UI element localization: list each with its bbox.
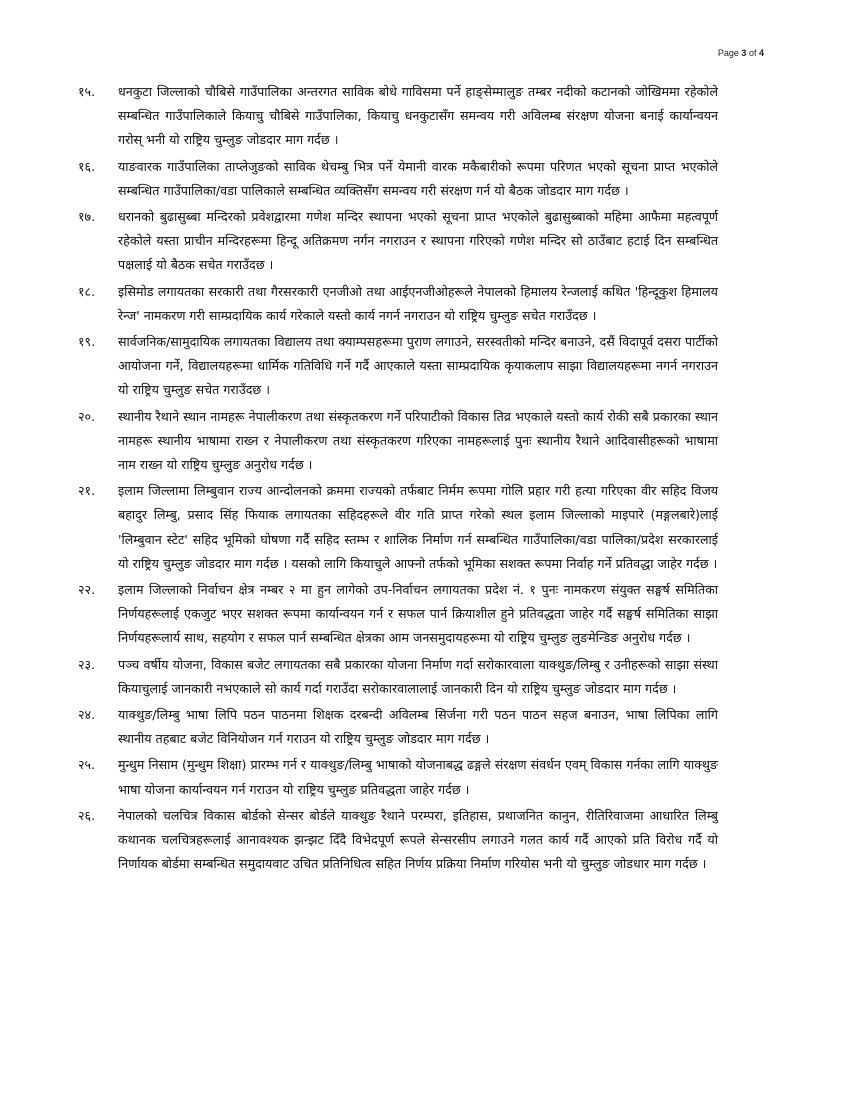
item-number: १७. [78,209,96,225]
list-item [78,330,718,403]
list-item [78,653,718,701]
item-text: इलाम जिल्लाको निर्वाचन क्षेत्र नम्बर २ मा हुन लागेको उप-निर्वाचन लगायतका प्रदेश नं. १ पुनः नामकरण संयुक्त सङ्घर्ष समितिका निर्णयहरूलाई एकजुट भएर सशक्त रूपमा कार्यान्वयन गर्न र सफल पार्न क्रियाशील हुने प्रतिवद्धता जाहेर गर्दै सङ्घर्ष समितिका साझा निर्णयहरूलार्य साथ, सहयोग र सफल पार्न सम्बन्धित क्षेत्रका आम जनसमुदायहरूमा यो राष्ट्रिय चुम्लुङ लुङमेन्डिङ अनुरोध गर्दछ । [118,582,718,646]
item-number: २२. [78,582,96,598]
item-number: २४. [78,707,96,723]
list-item [78,205,718,278]
item-number: २५. [78,757,96,773]
page-total: 4 [758,48,764,58]
item-number: १५. [78,84,96,99]
item-number: १८. [78,283,96,299]
item-number: १६. [78,158,96,174]
item-text: इसिमोड लगायतका सरकारी तथा गैरसरकारी एनजीओ तथा आईएनजीओहरूले नेपालको हिमालय रेन्जलाई कथित 'हिन्दूकुश हिमालय रेन्ज' नामकरण गरी साम्प्रदायिक कार्य गरेकाले यस्तो कार्य नगर्न नगराउन यो राष्ट्रिय चुम्लुङ सचेत गराउँदछ । [118,283,718,323]
page-label: Page [717,48,739,58]
item-number: २६. [78,807,96,823]
item-text: याक्थुङ/लिम्बु भाषा लिपि पठन पाठनमा शिक्षक दरबन्दी अविलम्ब सिर्जना गरी पठन पाठन सहज बनाउन, भाषा लिपिका लागि स्थानीय तहबाट बजेट विनियोजन गर्न गराउन यो राष्ट्रिय चुम्लुङ जोडदार माग गर्दछ । [118,707,718,747]
item-number: १९. [78,334,96,350]
list-item [78,703,718,751]
item-text: इलाम जिल्लामा लिम्बुवान राज्य आन्दोलनको क्रममा राज्यको तर्फबाट निर्मम रूपमा गोलि प्रहार गरी हत्या गरिएका वीर सहिद विजय बहादुर लिम्बु, प्रसाद सिंह फियाक लगायतका सहिदहरूले वीर गति प्राप्त गरेको स्थल इलाम जिल्लाको माइपारे (मङ्गलबारे)लाई 'लिम्बुवान स्टेट' सहिद भूमिको घोषणा गर्दै सहिद स्तम्भ र शालिक निर्माण गर्न सम्बन्धित गाउँपालिका/वडा पालिका/प्रदेश सरकारलाई यो राष्ट्रिय चुम्लुङ जोडदार माग गर्दछ । यसको लागि कियाचुले आफ्नो तर्फको भूमिका सशक्त रूपमा निर्वाह गर्ने प्रतिवद्धा जाहेर गर्दछ । [118,483,718,571]
item-text: धनकुटा जिल्लाको चौबिसे गाउँपालिका अन्तरगत साविक बोधे गाविसमा पर्ने हाङ्सेम्मालुङ तम्बर नदीको कटानको जोखिममा रहेकोले सम्बन्धित गाउँपालिकाले कियाचु चौबिसे गाउँपालिका, कियाचु धनकुटासँग समन्वय गरी अविलम्ब संरक्षण योजना बनाई कार्यान्वयन गरोस् भनी यो राष्ट्रिय चुम्लुङ जोडदार माग गर्दछ । [118,84,718,148]
item-text: सार्वजनिक/सामुदायिक लगायतका विद्यालय तथा क्याम्पसहरूमा पुराण लगाउने, सरस्वतीको मन्दिर बनाउने, दसैं विदापूर्व दसरा पार्टीको आयोजना गर्ने, विद्यालयहरूमा धार्मिक गतिविधि गर्ने गर्दै आएकाले यस्ता साम्प्रदायिक कृयाकलाप साझा विद्यालयहरूमा नगर्न नगराउन यो राष्ट्रिय चुम्लुङ सचेत गराउँदछ । [118,334,718,398]
list-item [78,280,718,328]
page-of: of [748,48,757,58]
item-text: मुन्धुम निसाम (मुन्धुम शिक्षा) प्रारम्भ गर्न र याक्थुङ/लिम्बु भाषाको योजनाबद्ध ढङ्गले संरक्षण संवर्धन एवम् विकास गर्नका लागि याक्थुङ भाषा योजना कार्यान्वयन गर्न गराउन यो राष्ट्रिय चुम्लुङ प्रतिवद्धता जाहेर गर्दछ । [118,757,718,797]
item-number: २०. [78,408,96,424]
list-item [78,804,718,877]
list-item [78,753,718,801]
item-text: धरानको बुढासुब्बा मन्दिरको प्रवेशद्वारमा गणेश मन्दिर स्थापना भएको सूचना प्राप्त भएकोले बुढासुब्बाको महिमा आफैमा महत्वपूर्ण रहेकोले यस्ता प्राचीन मन्दिरहरूमा हिन्दू अतिक्रमण नर्गन नगराउन र स्थापना गरिएको गणेश मन्दिर सो ठाउँबाट हटाई दिन सम्बन्धित पक्षलाई यो बैठक सचेत गराउँदछ । [118,209,718,273]
page-number [718,48,764,58]
list-item [78,80,718,153]
list-item [78,155,718,203]
item-text: स्थानीय रैथाने स्थान नामहरू नेपालीकरण तथा संस्कृतकरण गर्ने परिपाटीको विकास तिव्र भएकाले यस्तो कार्य रोकी सबै प्रकारका स्थान नामहरू स्थानीय भाषामा राख्न र नेपालीकरण तथा संस्कृतकरण गरिएका नामहरूलाई पुनः स्थानीय रैथाने आदिवासीहरूको भाषामा नाम राख्न यो राष्ट्रिय चुम्लुङ अनुरोध गर्दछ । [118,408,718,473]
list-item [78,578,718,651]
item-number: २३. [78,656,96,672]
list-item [78,405,718,478]
page-current: 3 [741,48,747,58]
item-number: २१. [78,483,96,499]
item-text: नेपालको चलचित्र विकास बोर्डको सेन्सर बोर्डले याक्थुङ रैथाने परम्परा, इतिहास, प्रथाजनित कानुन, रीतिरिवाजमा आधारित लिम्बु कथानक चलचित्रहरूलाई आनावश्यक झन्झट दिँदै विभेदपूर्ण रूपले सेन्सरसीप लगाउने गलत कार्य गर्दै आएको प्रति विरोध गर्दै यो निर्णायक बोर्डमा सम्बन्धित समुदायवाट उचित प्रतिनिधित्व सहित निर्णय प्रक्रिया निर्माण गरियोस भनी यो चुम्लुङ जोडधार माग गर्दछ । [118,807,718,872]
list-item [78,479,718,576]
item-text: पञ्च वर्षीय योजना, विकास बजेट लगायतका सबै प्रकारका योजना निर्माण गर्दा सरोकारवाला याक्थुङ/लिम्बु र उनीहरूको साझा संस्था कियाचुलाई जानकारी नभएकाले सो कार्य गर्दा गराउँदा सरोकारवालालाई जानकारी दिन यो राष्ट्रिय चुम्लुङ जोडदार माग गर्दछ । [118,656,718,696]
resolution-list [78,80,718,879]
item-text: याङवारक गाउँपालिका ताप्लेजुङको साविक थेचम्बु भित्र पर्ने येमानी वारक मकैबारीको रूपमा परिणत भएको सूचना प्राप्त भएकोले सम्बन्धित गाउँपालिका/वडा पालिकाले सम्बन्धित व्यक्तिसँग समन्वय गरी संरक्षण गर्न यो बैठक जोडदार माग गर्दछ । [118,158,718,198]
